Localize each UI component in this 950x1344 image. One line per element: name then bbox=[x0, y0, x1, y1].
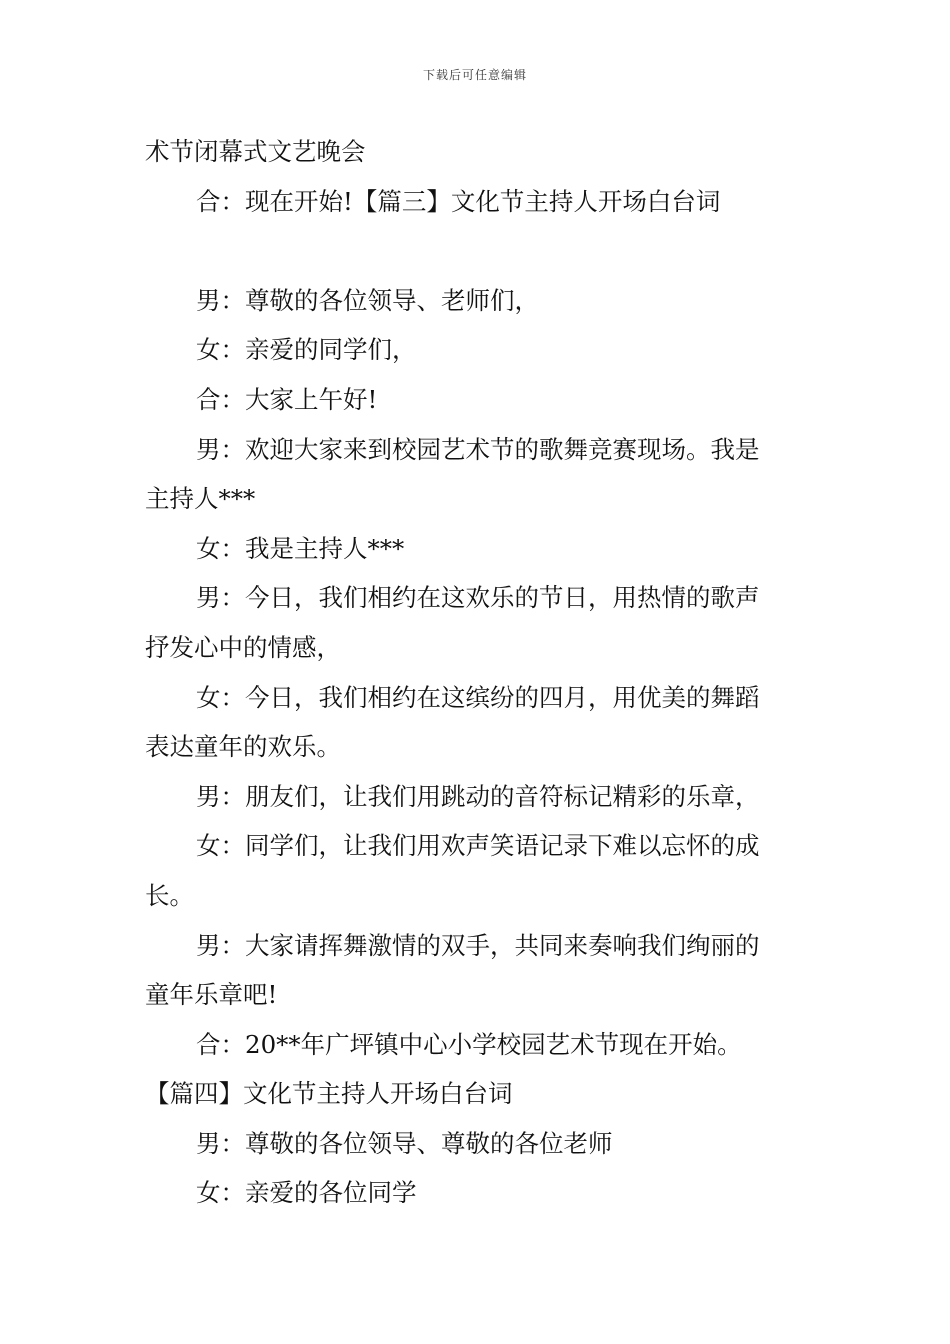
document-body bbox=[145, 127, 810, 1218]
text-line: 女：亲爱的同学们， bbox=[196, 335, 417, 365]
text-line: 男：今日，我们相约在这欢乐的节日，用热情的歌声 bbox=[196, 583, 760, 613]
text-line: 女：今日，我们相约在这缤纷的四月，用优美的舞蹈 bbox=[196, 682, 760, 712]
text-line: 【篇四】文化节主持人开场白台词 bbox=[145, 1079, 513, 1109]
text-line: 男：欢迎大家来到校园艺术节的歌舞竞赛现场。我是 bbox=[196, 434, 760, 464]
text-line: 男：朋友们，让我们用跳动的音符标记精彩的乐章， bbox=[196, 781, 760, 811]
text-line: 男：尊敬的各位领导、老师们， bbox=[196, 285, 539, 315]
text-line: 合：大家上午好! bbox=[196, 384, 378, 414]
text-line: 男：大家请挥舞激情的双手，共同来奏响我们绚丽的 bbox=[196, 930, 760, 960]
text-line: 女：亲爱的各位同学 bbox=[196, 1178, 417, 1208]
text-line: 主持人*** bbox=[145, 484, 256, 514]
text-line: 童年乐章吧! bbox=[145, 980, 278, 1010]
text-line: 长。 bbox=[145, 880, 194, 910]
text-line: 男：尊敬的各位领导、尊敬的各位老师 bbox=[196, 1128, 613, 1158]
text-line: 女：同学们，让我们用欢声笑语记录下难以忘怀的成 bbox=[196, 831, 760, 861]
text-line: 抒发心中的情感， bbox=[145, 632, 341, 662]
text-line: 表达童年的欢乐。 bbox=[145, 732, 341, 762]
text-line: 术节闭幕式文艺晚会 bbox=[145, 137, 366, 166]
text-line: 女：我是主持人*** bbox=[196, 533, 405, 563]
page-header: 下载后可任意编辑 bbox=[422, 68, 527, 82]
blank-line bbox=[145, 226, 810, 276]
text-line: 合：现在开始!【篇三】文化节主持人开场白台词 bbox=[196, 186, 721, 216]
text-line: 合：20**年广坪镇中心小学校园艺术节现在开始。 bbox=[196, 1029, 742, 1059]
